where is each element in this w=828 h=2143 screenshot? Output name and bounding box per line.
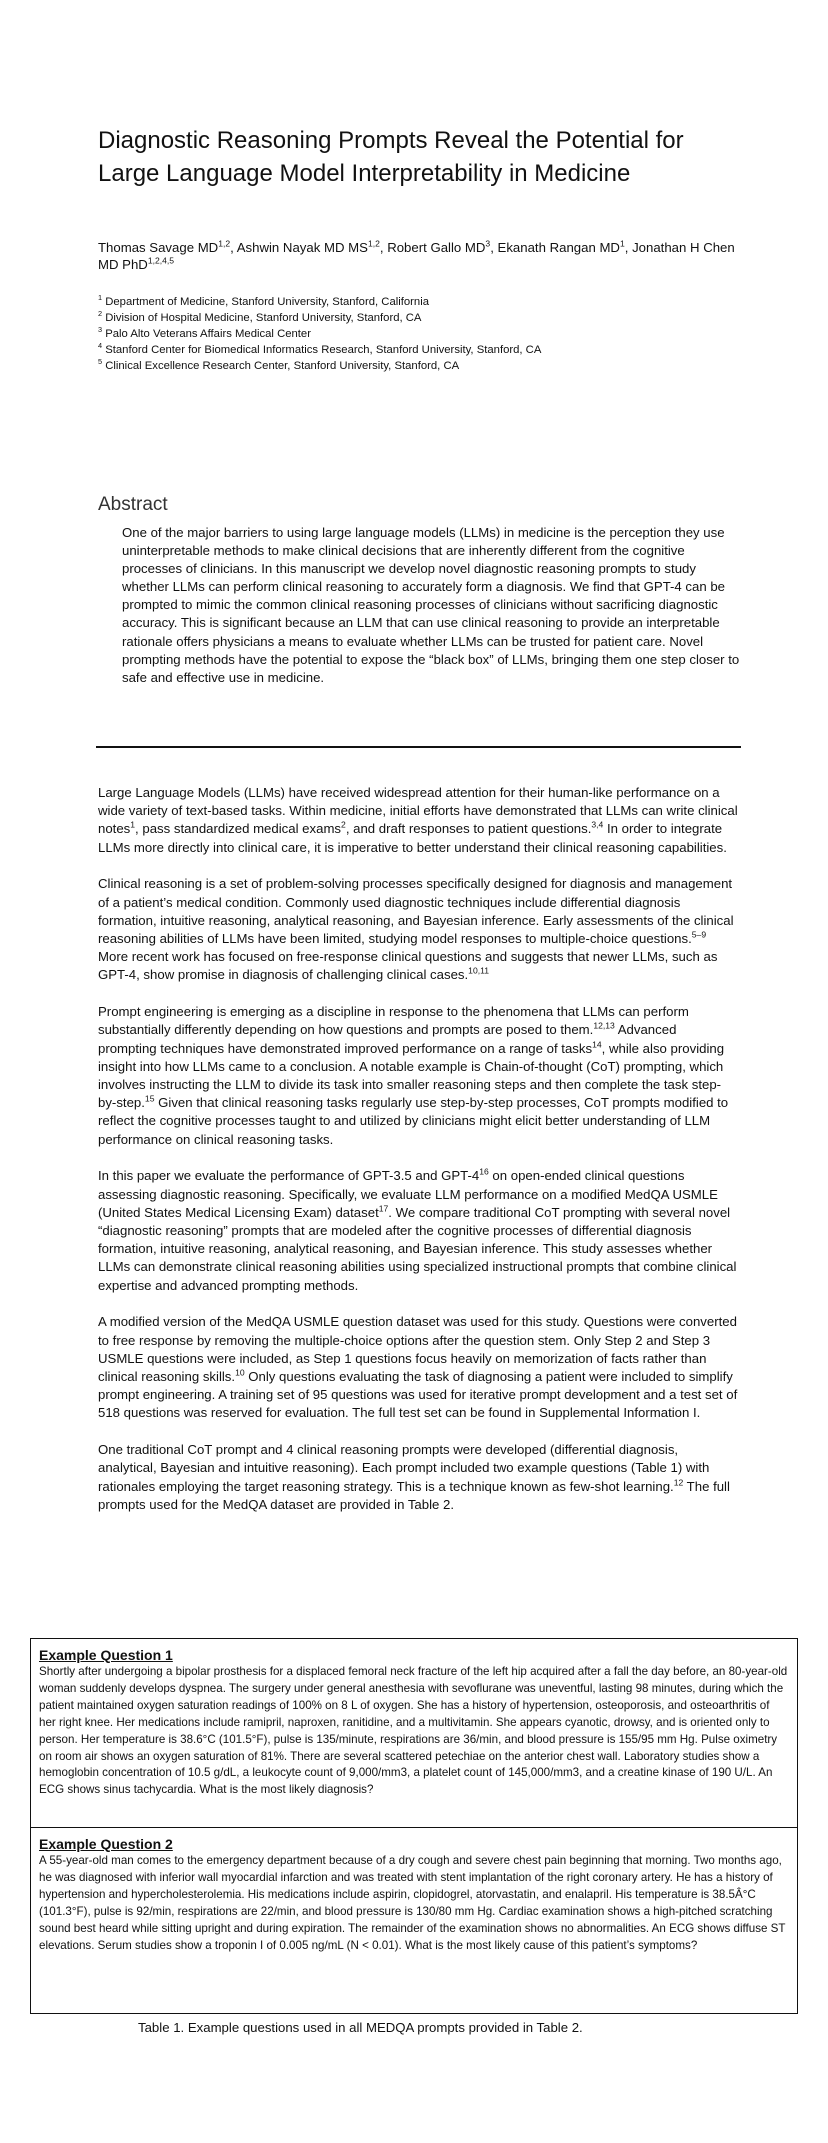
- body-text-run: The full prompts used for the MedQA dataset are provided in Table 2.: [98, 1478, 730, 1512]
- author: Jonathan H Chen MD PhD$^{1,2,4,5}$: [98, 240, 735, 272]
- body-text-run: One traditional CoT prompt and 4 clinical reasoning prompts were developed (differential diagnosis, analytical, Bayesian and intuitive reasoning). Each prompt included two example questions (Table 1) with rationales employing the target reasoning strategy. This is a technique known as few-shot learning.: [98, 1442, 710, 1494]
- author: Ekanath Rangan $MD^1$,: [497, 238, 633, 255]
- citation-superscript: 12: [673, 1477, 684, 1488]
- example-question-2-heading: Example Question 2: [39, 1836, 173, 1852]
- table-1-example-questions: [30, 1638, 798, 2014]
- citation-superscript: 2: [341, 820, 346, 831]
- table-1-caption: Table 1. Example questions used in all MEDQA prompts provided in Table 2.: [138, 2020, 583, 2035]
- example-question-1-heading: Example Question 1: [39, 1647, 173, 1663]
- affiliation: $^1$ Department of Medicine, Stanford University, Stanford, California: [98, 293, 430, 308]
- body-text-run: In order to integrate LLMs more directly into clinical care, it is imperative to better understand their clinical reasoning capabilities.: [98, 821, 727, 855]
- body-text-run: . We compare traditional CoT prompting with several novel “diagnostic reasoning” prompts that are modeled after the cognitive processes of differential diagnosis formation, intuitive reasoning, analytical reasoning, and Bayesian inference. This study assesses whether LLMs can demonstrate clinical reasoning abilities using specialized instructional prompts that combine clinical expertise and advanced prompting methods.: [98, 1204, 737, 1293]
- body-text-run: Clinical reasoning is a set of problem-solving processes specifically designed for diagnosis and management of a patient’s medical condition. Commonly used diagnostic techniques include differential diagnosis formation, intuitive reasoning, analytical reasoning, and Bayesian inference. Early assessments of the clinical reasoning abilities of LLMs have been limited, studying model responses to multiple-choice questions.: [98, 876, 734, 947]
- author: Robert Gallo $MD^3$,: [387, 238, 498, 255]
- section-divider: [96, 746, 741, 748]
- citation-superscript: 15: [144, 1093, 155, 1104]
- paper-title: Diagnostic Reasoning Prompts Reveal the Potential for Large Language Model Interpretability in Medicine: [98, 127, 684, 187]
- body-paragraph: [98, 875, 738, 984]
- body-paragraph: [98, 1167, 738, 1294]
- body-text-run: , while also providing insight into how LLMs came to a conclusion. A notable example is Chain-of-thought (CoT) prompting, which involves instructing the LLM to divide its task into smaller reasoning steps and then complete the task step-by-step.: [98, 1040, 725, 1111]
- abstract-text: One of the major barriers to using large language models (LLMs) in medicine is the perception they use uninterpretable methods to make clinical decisions that are inherently different from the cognitive processes of clinicians. In this manuscript we develop novel diagnostic reasoning prompts to study whether LLMs can perform clinical reasoning to accurately form a diagnosis. We find that GPT-4 can be prompted to mimic the common clinical reasoning processes of clinicians without sacrificing diagnostic accuracy. This is significant because an LLM that can use clinical reasoning to provide an interpretable rationale offers physicians a means to evaluate whether LLMs can be trusted for patient care. Novel prompting methods have the potential to expose the “black box” of LLMs, bringing them one step closer to safe and effective use in medicine.: [122, 525, 740, 685]
- example-question-2-text: A 55-year-old man comes to the emergency department because of a dry cough and severe chest pain beginning that morning. Two months ago, he was diagnosed with inferior wall myocardial infarction and was treated with stent implantation of the right coronary artery. He has a history of hypertension and hypercholesterolemia. His medications include aspirin, clopidogrel, atorvastatin, and enalapril. His temperature is 38.5Â°C (101.3°F), pulse is 92/min, respirations are 22/min, and blood pressure is 130/80 mm Hg. Cardiac examination shows a high-pitched scratching sound best heard while sitting upright and during expiration. The remainder of the examination shows no abnormalities. An ECG shows diffuse ST elevations. Serum studies show a troponin I of 0.005 ng/mL (N < 0.01). What is the most likely cause of this patient’s symptoms?: [39, 1854, 786, 1952]
- body-text-run: Given that clinical reasoning tasks regularly use step-by-step processes, CoT prompts modified to reflect the cognitive processes taught to and utilized by clinicians might elicit better understanding of LLM performance on clinical reasoning tasks.: [98, 1095, 729, 1147]
- affiliation: $^4$ Stanford Center for Biomedical Informatics Research, Stanford University, Stanford, CA: [98, 341, 542, 356]
- citation-superscript: 17: [378, 1203, 389, 1214]
- affiliation: $^2$ Division of Hospital Medicine, Stanford University, Stanford, CA: [98, 309, 422, 324]
- citation-superscript: 10,11: [468, 966, 490, 977]
- body-text-run: More recent work has focused on free-response clinical questions and suggests that newer LLMs, such as GPT-4, show promise in diagnosis of challenging clinical cases.: [98, 949, 718, 983]
- author: Thomas Savage MD$^{1,2}$,: [98, 238, 237, 255]
- author-list: [98, 239, 738, 273]
- example-question-2: [31, 1827, 797, 1954]
- body-text-run: A modified version of the MedQA USMLE question dataset was used for this study. Questions were converted to free response by removing the multiple-choice options after the question stem. Only Step 2 and Step 3 USMLE questions were included, as Step 1 questions focus heavily on memorization of facts rather than clinical reasoning skills.: [98, 1314, 737, 1385]
- citation-superscript: 14: [592, 1039, 602, 1050]
- body-text-run: on open-ended clinical questions assessing diagnostic reasoning. Specifically, we evaluate LLM performance on a modified MedQA USMLE (United States Medical Licensing Exam) dataset: [98, 1168, 718, 1220]
- affiliation-list: [98, 294, 738, 374]
- body-text-run: Large Language Models (LLMs) have received widespread attention for their human-like performance on a wide variety of text-based tasks. Within medicine, initial efforts have demonstrated that LLMs can write clinical notes: [98, 785, 738, 837]
- body-text-run: In this paper we evaluate the performance of GPT-3.5 and GPT-4: [98, 1168, 480, 1184]
- body-text-run: Only questions evaluating the task of diagnosing a patient were included to simplify prompt engineering. A training set of 95 questions was used for iterative prompt development and a test set of 518 questions was reserved for evaluation. The full test set can be found in Supplemental Information I.: [98, 1369, 738, 1421]
- body-paragraph: [98, 1441, 738, 1514]
- citation-superscript: 16: [479, 1167, 489, 1178]
- abstract-heading: Abstract: [98, 494, 168, 515]
- body-paragraph: [98, 784, 738, 857]
- body-text-run: Prompt engineering is emerging as a discipline in response to the phenomena that LLMs can perform substantially differently depending on how questions and prompts are posed to them.: [98, 1004, 689, 1038]
- body-text-run: , pass standardized medical exams: [135, 821, 342, 837]
- author: Ashwin Nayak MD MS$^{1,2}$,: [236, 238, 388, 255]
- body-text-run: Advanced prompting techniques have demonstrated improved performance on a range of tasks: [98, 1022, 677, 1056]
- example-question-1-text: Shortly after undergoing a bipolar prosthesis for a displaced femoral neck fracture of the left hip acquired after a fall the day before, an 80-year-old woman suddenly develops dyspnea. The surgery under general anesthesia with sevoflurane was uneventful, lasting 98 minutes, during which the patient maintained oxygen saturation readings of 100% on 8 L of oxygen. She has a history of hypertension, osteoporosis, and osteoarthritis of her right knee. Her medications include ramipril, naproxen, ranitidine, and a multivitamin. She appears cyanotic, drowsy, and is oriented only to person. Her temperature is 38.6°C (101.5°F), pulse is 135/minute, respirations are 36/min, and blood pressure is 155/95 mm Hg. Pulse oximetry on room air shows an oxygen saturation of 81%. There are several scattered petechiae on the anterior chest wall. Laboratory studies show a hemoglobin concentration of 10.5 g/dL, a leukocyte count of 9,000/mm3, a platelet count of 145,000/mm3, and a creatine kinase of 190 U/L. An ECG shows sinus tachycardia. What is the most likely diagnosis?: [39, 1665, 788, 1797]
- body-text-run: , and draft responses to patient questions.: [345, 821, 592, 837]
- citation-superscript: 5–9: [691, 929, 707, 940]
- citation-superscript: 3,4: [591, 820, 604, 831]
- affiliation: $^5$ Clinical Excellence Research Center, Stanford University, Stanford, CA: [98, 357, 460, 372]
- citation-superscript: 10: [235, 1367, 245, 1378]
- body-paragraph: [98, 1313, 738, 1422]
- body-paragraph: [98, 1003, 738, 1149]
- body-text: [98, 784, 738, 1533]
- citation-superscript: 12,13: [593, 1021, 615, 1032]
- affiliation: $^3$ Palo Alto Veterans Affairs Medical Center: [98, 325, 311, 340]
- example-question-1: [31, 1639, 797, 1827]
- citation-superscript: 1: [130, 820, 136, 831]
